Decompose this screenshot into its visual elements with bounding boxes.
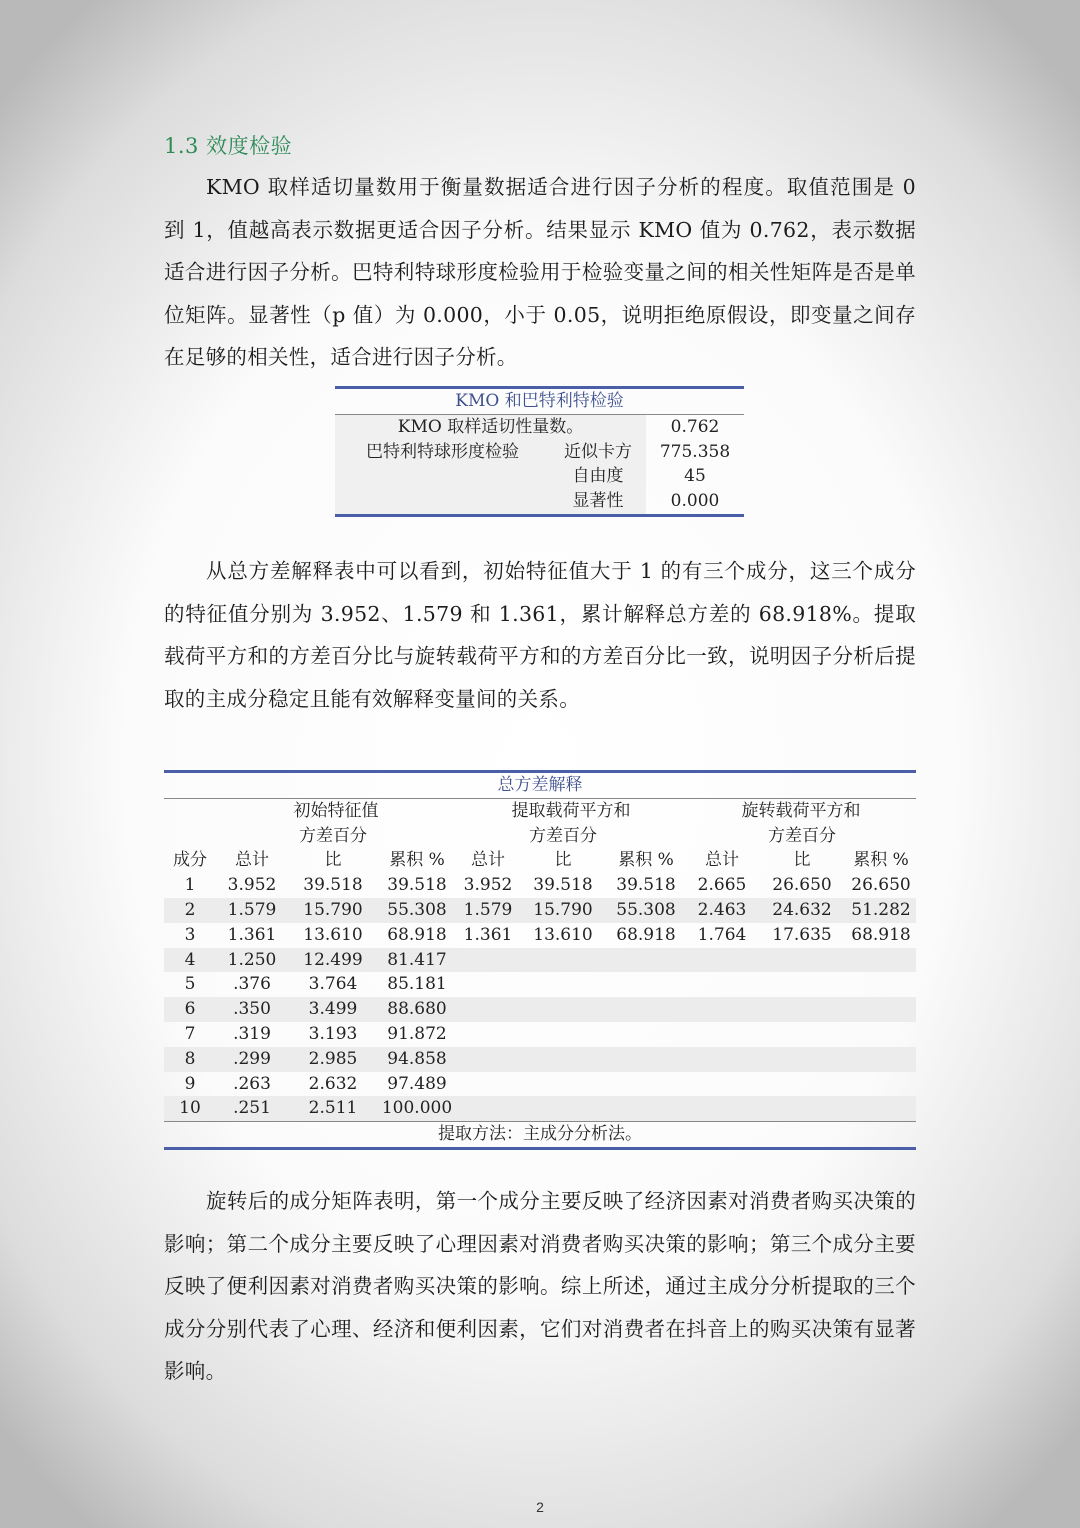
table-cell: 68.918: [616, 924, 676, 945]
table-cell: 26.650: [851, 875, 911, 896]
paragraph-kmo-intro: KMO 取样适切量数用于衡量数据适合进行因子分析的程度。取值范围是 0 到 1，值越高表示数据更适合因子分析。结果显示 KMO 值为 0.762，表示数据适合进行因子分析。巴特利特球形度检验用于检验变量之间的相关性矩阵是否是单位矩阵。显著性（p 值）为 0.000，小于 0.05，说明拒绝原假设，即变量之间存在足够的相关性，适合进行因子分析。: [164, 175, 916, 369]
table-cell: 3.952: [463, 875, 513, 896]
table-cell: 3.193: [308, 1023, 358, 1044]
table-cell: [758, 1096, 846, 1121]
table-cell: [846, 972, 916, 997]
table-cell: [606, 972, 686, 997]
bartlett-row-label: 近似卡方: [550, 440, 646, 465]
table-row: [164, 1096, 916, 1121]
table-cell: .350: [216, 997, 288, 1022]
table-cell: 2.632: [308, 1073, 358, 1094]
bartlett-row-value: 775.358: [659, 441, 731, 462]
table-row: [164, 997, 916, 1022]
component-number: 10: [164, 1096, 216, 1121]
bartlett-row-value: 45: [684, 466, 706, 487]
bartlett-label: 巴特利特球形度检验: [335, 440, 550, 516]
component-number: 4: [164, 948, 216, 973]
col-header-total: 总计: [471, 850, 505, 871]
table-cell: 39.518: [616, 875, 676, 896]
table-cell: 17.635: [772, 924, 832, 945]
table-cell: 15.790: [288, 898, 378, 923]
table-cell: [456, 1022, 520, 1047]
table-cell: [758, 1047, 846, 1072]
section-title: 1.3 效度检验: [164, 134, 293, 158]
table-cell: 97.489: [387, 1073, 447, 1094]
table-cell: 39.518: [387, 875, 447, 896]
table-row: [164, 948, 916, 973]
table-cell: [846, 1047, 916, 1072]
col-header-pct-line1: 方差百分: [768, 825, 836, 846]
col-header-pct-line2: 比: [793, 850, 811, 871]
table-cell: 3.499: [288, 997, 378, 1022]
paragraph-rotated-matrix: 旋转后的成分矩阵表明，第一个成分主要反映了经济因素对消费者购买决策的影响；第二个成分主要反映了心理因素对消费者购买决策的影响；第三个成分主要反映了便利因素对消费者购买决策的影响。综上所述，通过主成分分析提取的三个成分分别代表了心理、经济和便利因素，它们对消费者在抖音上的购买决策有显著影响。: [164, 1189, 916, 1383]
table-cell: [606, 948, 686, 973]
table-cell: [456, 1047, 520, 1072]
table-cell: 55.308: [378, 898, 456, 923]
table-cell: [520, 1022, 606, 1047]
table-cell: 13.610: [533, 924, 593, 945]
bartlett-row-value: 0.000: [670, 491, 720, 512]
total-variance-table: [164, 770, 916, 1150]
table-cell: 100.000: [378, 1096, 456, 1121]
table-cell: [758, 1022, 846, 1047]
table-cell: [758, 972, 846, 997]
table-row: [164, 972, 916, 997]
table-cell: 39.518: [303, 875, 363, 896]
table-cell: [606, 1047, 686, 1072]
table-cell: [686, 1072, 758, 1097]
col-header-total: 总计: [235, 850, 269, 871]
component-number: 5: [184, 974, 196, 995]
table-cell: 2.985: [288, 1047, 378, 1072]
bartlett-row-label: 显著性: [550, 489, 646, 515]
table-cell: .319: [233, 1023, 271, 1044]
table-cell: [758, 948, 846, 973]
table-cell: [520, 1047, 606, 1072]
table-cell: 1.250: [216, 948, 288, 973]
table-cell: 91.872: [387, 1023, 447, 1044]
table-cell: [520, 1096, 606, 1121]
col-header-pct-line1: 方差百分: [299, 825, 367, 846]
table-cell: [686, 997, 758, 1022]
table-cell: [758, 997, 846, 1022]
table-cell: 15.790: [520, 898, 606, 923]
table-cell: 51.282: [846, 898, 916, 923]
table-cell: [758, 1072, 846, 1097]
table-cell: [846, 948, 916, 973]
col-header-component: 成分: [173, 850, 207, 871]
table-cell: .263: [233, 1073, 271, 1094]
table-cell: 3.952: [227, 875, 277, 896]
component-number: 9: [184, 1073, 196, 1094]
group-header-extraction: 提取载荷平方和: [511, 800, 631, 821]
kmo-table-title: KMO 和巴特利特检验: [335, 388, 744, 415]
table-cell: 88.680: [378, 997, 456, 1022]
table-cell: 12.499: [288, 948, 378, 973]
table-cell: 24.632: [758, 898, 846, 923]
component-number: 8: [164, 1047, 216, 1072]
table-cell: [846, 997, 916, 1022]
col-header-cumulative: 累积 %: [853, 850, 909, 871]
component-number: 7: [184, 1023, 196, 1044]
table-cell: 1.579: [456, 898, 520, 923]
table-cell: [456, 1072, 520, 1097]
table-row: [164, 898, 916, 923]
table-cell: 39.518: [533, 875, 593, 896]
table-cell: [456, 972, 520, 997]
table-cell: 55.308: [606, 898, 686, 923]
table-cell: 1.579: [216, 898, 288, 923]
kmo-value: 0.762: [670, 416, 720, 437]
table-cell: 2.511: [288, 1096, 378, 1121]
table-cell: [846, 1022, 916, 1047]
table-cell: 85.181: [387, 974, 447, 995]
col-header-pct-line2: 比: [324, 850, 342, 871]
table-cell: [686, 948, 758, 973]
table-cell: [456, 1096, 520, 1121]
table-cell: 1.764: [697, 924, 747, 945]
component-number: 3: [184, 924, 196, 945]
table-cell: [686, 1096, 758, 1121]
table-cell: 13.610: [303, 924, 363, 945]
table-cell: 68.918: [851, 924, 911, 945]
table-row: [164, 923, 916, 948]
table-row: [164, 1022, 916, 1047]
col-header-cumulative: 累积 %: [618, 850, 674, 871]
table-cell: [686, 972, 758, 997]
table-row: [164, 1047, 916, 1072]
table-row: [164, 873, 916, 898]
table-cell: [686, 1047, 758, 1072]
variance-table-title: 总方差解释: [164, 772, 916, 799]
page-number: 2: [536, 1499, 544, 1515]
table-cell: 2.665: [697, 875, 747, 896]
table-cell: 68.918: [387, 924, 447, 945]
kmo-label: KMO 取样适切性量数。: [335, 414, 646, 439]
component-number: 6: [164, 997, 216, 1022]
table-cell: .251: [216, 1096, 288, 1121]
table-cell: [520, 997, 606, 1022]
paragraph-variance-summary: 从总方差解释表中可以看到，初始特征值大于 1 的有三个成分，这三个成分的特征值分别为 3.952、1.579 和 1.361，累计解释总方差的 68.918%。提取载荷平方和的方差百分比与旋转载荷平方和的方差百分比一致，说明因子分析后提取的主成分稳定且能有效解释变量间的关系。: [164, 559, 916, 711]
group-header-initial: 初始特征值: [293, 800, 379, 821]
table-cell: [846, 1072, 916, 1097]
table-cell: [686, 1022, 758, 1047]
table-cell: [520, 948, 606, 973]
component-number: 1: [184, 875, 196, 896]
table-cell: .299: [216, 1047, 288, 1072]
table-cell: 81.417: [378, 948, 456, 973]
col-header-pct-line2: 比: [554, 850, 572, 871]
col-header-total: 总计: [705, 850, 739, 871]
table-cell: 3.764: [308, 974, 358, 995]
table-cell: 2.463: [686, 898, 758, 923]
table-cell: [520, 1072, 606, 1097]
table-cell: [606, 1096, 686, 1121]
table-cell: [606, 997, 686, 1022]
table-cell: [456, 948, 520, 973]
component-number: 2: [164, 898, 216, 923]
bartlett-row-label: 自由度: [550, 464, 646, 489]
table-cell: [846, 1096, 916, 1121]
table-cell: 1.361: [463, 924, 513, 945]
table-cell: 94.858: [378, 1047, 456, 1072]
table-row: [164, 1072, 916, 1097]
table-cell: 26.650: [772, 875, 832, 896]
kmo-bartlett-table: [335, 386, 744, 517]
col-header-cumulative: 累积 %: [389, 850, 445, 871]
table-cell: .376: [233, 974, 271, 995]
table-cell: [520, 972, 606, 997]
table-cell: 1.361: [227, 924, 277, 945]
table-cell: [606, 1022, 686, 1047]
col-header-pct-line1: 方差百分: [529, 825, 597, 846]
table-cell: [456, 997, 520, 1022]
variance-table-footnote: 提取方法：主成分分析法。: [164, 1122, 916, 1149]
table-cell: [606, 1072, 686, 1097]
group-header-rotation: 旋转载荷平方和: [741, 800, 861, 821]
